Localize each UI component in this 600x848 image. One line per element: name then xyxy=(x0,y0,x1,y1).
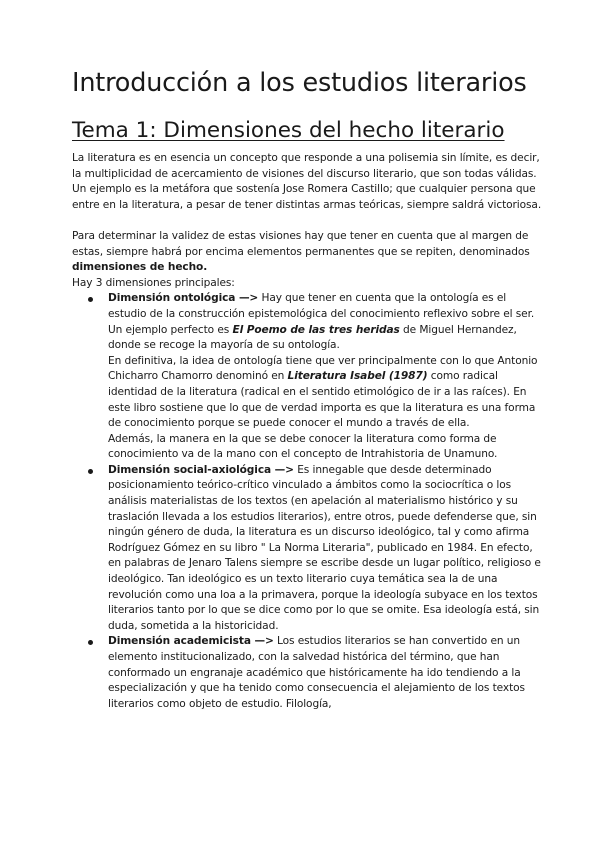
intro-paragraph-4: Hay 3 dimensiones principales: xyxy=(72,276,235,289)
literatura-isabel-title: Literatura Isabel (1987) xyxy=(287,370,428,383)
ontologica-text-2c: de Miguel Hernandez, donde se recoge la mayoría de su ontología. xyxy=(108,323,517,352)
intro-paragraph-2: Un ejemplo es la metáfora que sostenía Jose Romera Castillo; que cualquier persona que entre en la literatura, a pesar de tener distintas armas teóricas, siempre saldrá victoriosa. xyxy=(72,183,542,211)
intro-paragraph-1: La literatura es en esencia un concepto que responde a una polisemia sin límite, es decir, la multiplicidad de acercamiento de visiones del discurso literario, que son todas válidas. xyxy=(72,152,540,180)
bullet-icon xyxy=(88,297,93,302)
ontologica-text-3c: como radical identidad de la literatura (radical en el sentido etimológico de ir a las raíces). En este libro sostiene que lo que de verdad importa es que la literatura es una forma de conocimiento porque se puede conocer el mundo a través de ella. xyxy=(108,370,536,430)
social-paragraph-1 xyxy=(108,463,542,635)
academicista-paragraph-1 xyxy=(108,634,542,712)
intro-paragraph-3-text: Para determinar la validez de estas visiones hay que tener en cuenta que al margen de estas, siempre habrá por encima elementos permanentes que se repiten, denominados xyxy=(72,229,530,258)
poemo-title: El Poemo de las tres heridas xyxy=(232,323,400,336)
topic-title: Tema 1: Dimensiones del hecho literario xyxy=(72,118,505,143)
ontologica-text-1: Hay que tener en cuenta que la ontología es el estudio de la construcción epistemológica del conocimiento reflexivo sobre el ser. xyxy=(108,292,535,320)
ontologica-paragraph-4: Además, la manera en la que se debe conocer la literatura como forma de conocimiento va de la mano con el concepto de Intrahistoria de Unamuno. xyxy=(108,432,498,461)
ontologica-text-2a: Un ejemplo perfecto es xyxy=(108,323,233,336)
list-item-academicista xyxy=(72,634,542,712)
ontologica-paragraph-2 xyxy=(108,323,542,354)
bullet-icon xyxy=(88,640,93,645)
document-heading: Introducción a los estudios literarios xyxy=(72,68,527,98)
ontologica-paragraph-1 xyxy=(108,291,542,322)
social-text-1: Es innegable que desde determinado posicionamiento teórico-crítico vinculado a ámbitos como la sociocrítica o los análisis materialistas de los textos (en apelación al materialismo histórico y su traslación llevada a los estudios literarios), entre otros, puede defenderse que, sin ningún género de duda, la literatura es un discurso ideológico, tal y como afirma Rodríguez Gómez en su libro " La Norma Literaria", publicado en 1984. En efecto, en palabras de Jenaro Talens siempre se escribe desde un lugar político, religioso e ideológico. Tan ideológico es un texto literario cuya temática sea la de una revolución como una loa a la primavera, porque la ideología subyace en los textos literarios tanto por lo que se dice como por lo que se omite. Esa ideología está, sin duda, sometida a la historicidad. xyxy=(108,463,541,632)
bullet-icon xyxy=(88,469,93,474)
intro-paragraph-3 xyxy=(72,229,542,276)
ontologica-text-3a: En definitiva, la idea de ontología tiene que ver principalmente con lo que Antonio Chicharro Chamorro denominó en xyxy=(108,354,538,383)
list-item-ontologica xyxy=(72,291,542,463)
ontologica-title: Dimensión ontológica —> xyxy=(108,292,259,305)
social-title: Dimensión social-axiológica —> xyxy=(108,463,294,476)
dimensions-list xyxy=(72,291,542,712)
document-body xyxy=(72,151,542,712)
academicista-title: Dimensión academicista —> xyxy=(108,635,274,648)
academicista-text-1: Los estudios literarios se han convertido en un elemento institucionalizado, con la salvedad histórica del término, que han conformado un engranaje académico que históricamente ha ido tendiendo a la especialización y que ha tenido como consecuencia el alejamiento de los textos literarios como objeto de estudio. Filología, xyxy=(108,635,525,710)
list-item-social-axiologica xyxy=(72,463,542,635)
paragraph-gap xyxy=(72,213,542,229)
dimensiones-de-hecho-term: dimensiones de hecho. xyxy=(72,261,208,274)
ontologica-paragraph-3 xyxy=(108,354,542,432)
